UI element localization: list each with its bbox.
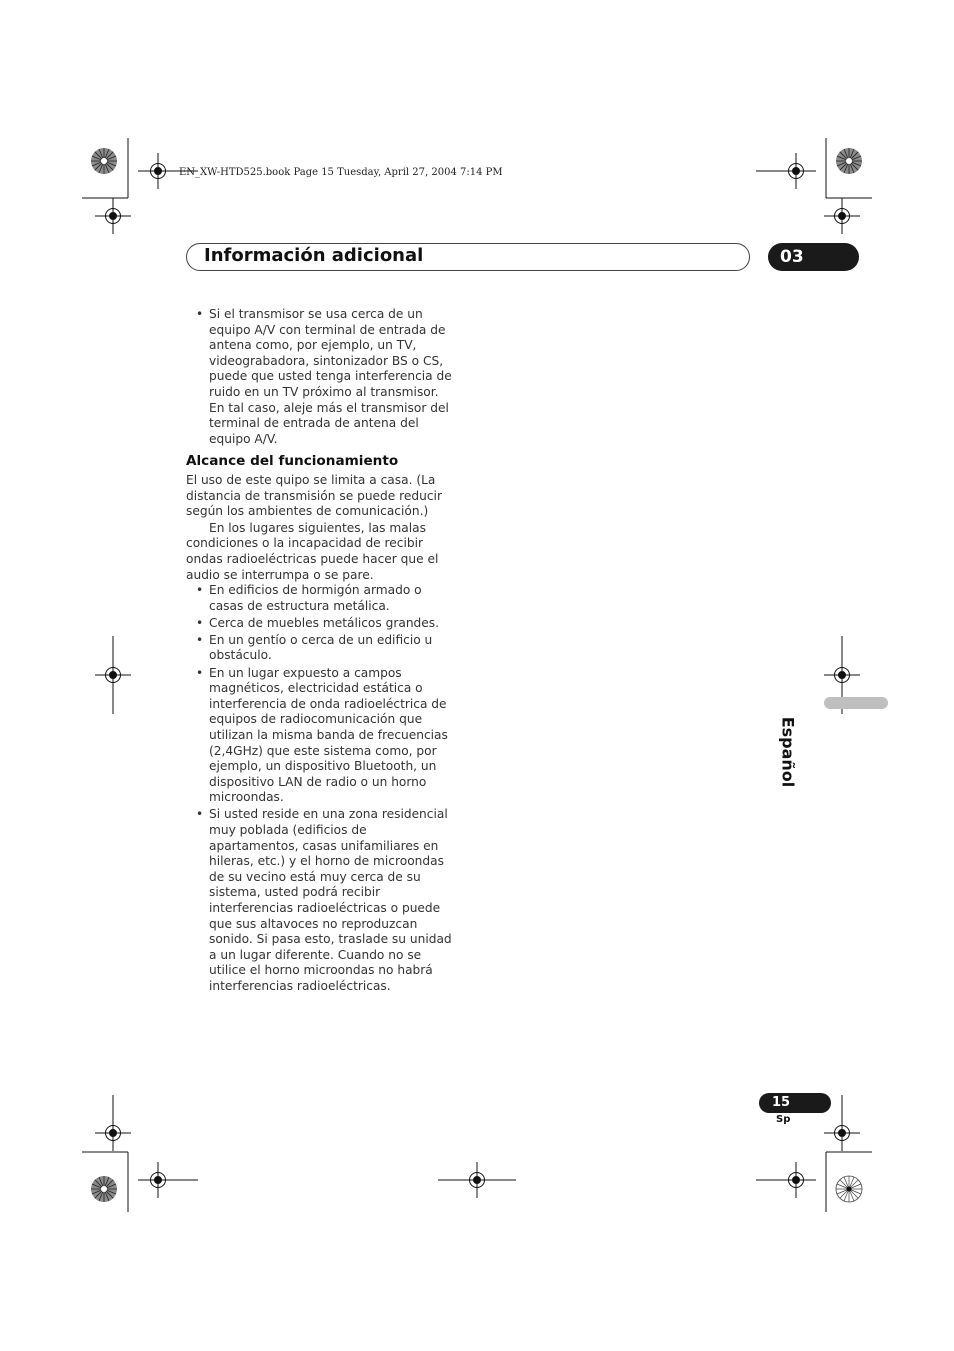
bullet-dot-icon: • [196,665,204,680]
list-item-text: Si usted reside en una zona residencial muy poblada (edificios de apartamentos, casas unifamiliares en hileras, etc.) y el horno de microondas de su vecino está muy cerca de su sistema, usted podrá recibir interferencias radioeléctricas o puede que sus altavoces no reproduzcan sonido. Si pasa esto, traslade su unidad a un lugar diferente. Cuando no se utilice el horno microondas no habrá interferencias radioeléctricas. [209,807,452,993]
page-number-badge [759,1093,831,1113]
section-heading: Alcance del funcionamiento [186,453,399,470]
intro-bullet-text: Si el transmisor se usa cerca de un equipo A/V con terminal de entrada de antena como, por ejemplo, un TV, videograbadora, sintonizador BS o CS, puede que usted tenga interferencia de ruido en un TV próximo al transmisor. En tal caso, aleje más el transmisor del terminal de entrada de antena del equipo A/V. [209,307,452,446]
main-text-column [186,307,454,995]
page-number: 15 [772,1095,791,1110]
list-item [186,666,454,806]
bullet-dot-icon: • [196,615,204,630]
list-item-text: En edificios de hormigón armado o casas de estructura metálica. [209,583,422,613]
list-item [186,807,454,994]
intro-bullet [186,307,454,447]
print-info-line: EN_XW-HTD525.book Page 15 Tuesday, April 27, 2004 7:14 PM [179,167,503,178]
bullet-dot-icon: • [196,632,204,647]
bullet-dot-icon: • [196,307,204,321]
language-tab-label: Español [778,716,798,788]
language-tab-bar [824,697,888,709]
list-item-text: Cerca de muebles metálicos grandes. [209,615,440,630]
bullet-dot-icon: • [196,807,204,822]
chapter-number: 03 [780,247,804,267]
list-item-text: En un gentío o cerca de un edificio u obstáculo. [209,632,433,663]
bullet-dot-icon: • [196,583,204,598]
list-item-text: En un lugar expuesto a campos magnéticos, electricidad estática o interferencia de onda radioeléctrica de equipos de radiocomunicación que utilizan la misma banda de frecuencias (2,4GHz) que este sistema como, por ejemplo, un dispositivo Bluetooth, un dispositivo LAN de radio o un horno microondas. [209,665,448,805]
list-item [186,633,454,664]
section-paragraph-1: El uso de este quipo se limita a casa. (La distancia de transmisión se puede reducir según los ambientes de comunicación.) [186,472,442,519]
page-language-code: Sp [776,1114,791,1125]
chapter-title: Información adicional [204,245,424,266]
section-paragraph-2: En los lugares siguientes, las malas condiciones o la incapacidad de recibir ondas radioeléctricas puede hacer que el audio se interrumpa o se pare. [186,520,439,582]
list-item [186,583,454,614]
list-item [186,616,454,632]
